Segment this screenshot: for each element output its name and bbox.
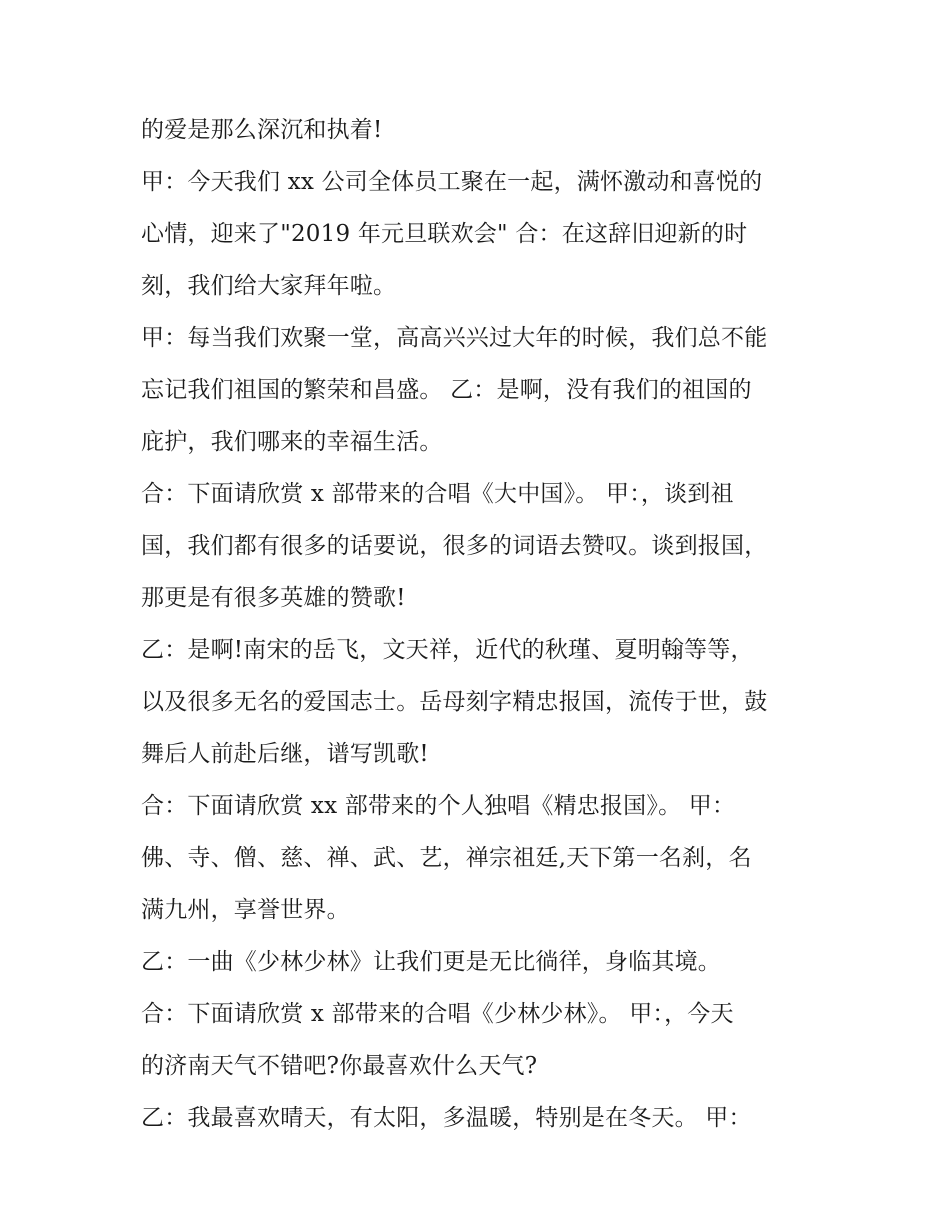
text-line: 佛、寺、僧、慈、禅、武、艺，禅宗祖廷,天下第一名刹，名 [141,845,752,871]
text-line: 国，我们都有很多的话要说，很多的词语去赞叹。谈到报国， [141,533,768,559]
text-line: 的济南天气不错吧?你最喜欢什么天气? [141,1053,538,1079]
text-line: 刻，我们给大家拜年啦。 [141,273,397,299]
text-line: 舞后人前赴后继，谱写凯歌! [141,741,429,767]
text-line: 乙：一曲《少林少林》让我们更是无比徜徉，身临其境。 [141,949,721,975]
text-line: 合：下面请欣赏 xx 部带来的个人独唱《精忠报国》。 甲： [141,793,736,819]
text-line: 合：下面请欣赏 x 部带来的合唱《大中国》。 甲：，谈到祖 [141,481,734,507]
text-line: 忘记我们祖国的繁荣和昌盛。 乙：是啊，没有我们的祖国的 [141,377,752,403]
text-line: 那更是有很多英雄的赞歌! [141,585,406,611]
text-line: 心情，迎来了"2019 年元旦联欢会" 合：在这辞旧迎新的时 [141,221,748,247]
text-line: 乙：我最喜欢晴天，有太阳，多温暖，特别是在冬天。 甲： [141,1105,752,1131]
text-line: 合：下面请欣赏 x 部带来的合唱《少林少林》。 甲：，今天 [141,1001,734,1027]
text-line: 乙：是啊!南宋的岳飞，文天祥，近代的秋瑾、夏明翰等等， [141,637,754,663]
document-body-text [141,104,841,1144]
text-line: 的爱是那么深沉和执着! [141,117,383,143]
text-line: 甲：每当我们欢聚一堂，高高兴兴过大年的时候，我们总不能 [141,325,768,351]
text-line: 庇护，我们哪来的幸福生活。 [141,429,443,455]
text-line: 甲：今天我们 xx 公司全体员工聚在一起，满怀激动和喜悦的 [141,169,763,195]
text-line: 满九州，享誉世界。 [141,897,350,923]
text-line: 以及很多无名的爱国志士。岳母刻字精忠报国，流传于世，鼓 [141,689,768,715]
